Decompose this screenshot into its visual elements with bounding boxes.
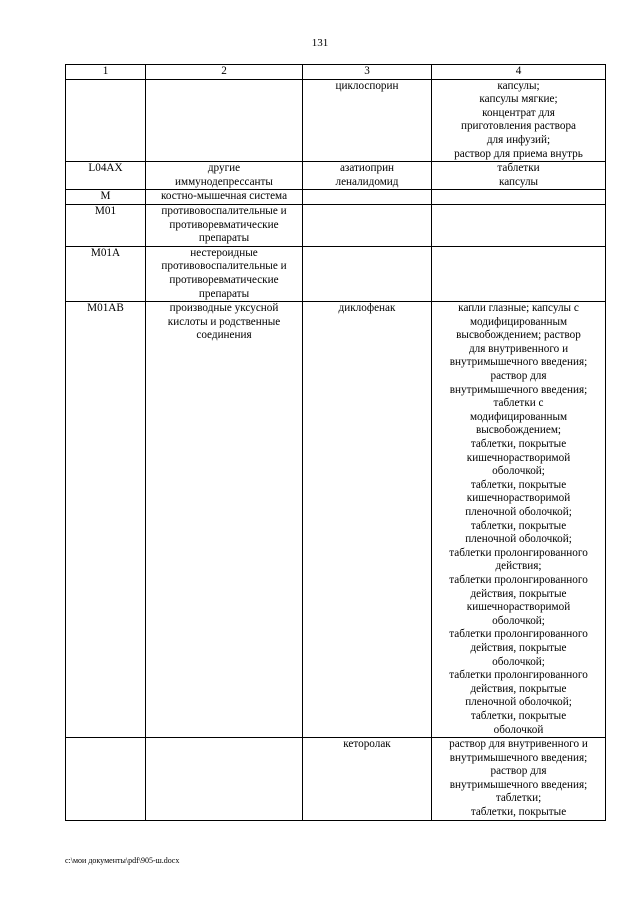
text-line: внутримышечного введения; <box>449 356 588 369</box>
text-line: препараты <box>198 287 250 300</box>
text-line: таблетки пролонгированного <box>449 628 588 641</box>
drug-name-cell <box>303 246 432 301</box>
text-line: капсулы; <box>497 79 540 92</box>
text-line: пленочной оболочкой; <box>465 533 572 546</box>
drug-name-cell <box>303 162 432 190</box>
table-row <box>66 190 606 205</box>
group-name-cell <box>146 204 303 246</box>
drug-name-cell <box>303 302 432 738</box>
group-name-cell <box>146 79 303 162</box>
text-line: раствор для внутривенного и <box>449 738 588 751</box>
text-line: таблетки пролонгированного <box>449 573 588 586</box>
table-header-row <box>66 65 606 80</box>
table-row <box>66 302 606 738</box>
text-line: противоревматические <box>169 218 279 231</box>
text-line: капсулы <box>498 175 539 188</box>
text-line: таблетки; <box>495 792 542 805</box>
dosage-forms-cell <box>432 302 606 738</box>
atc-code-cell: M <box>66 190 146 205</box>
text-line: нестероидные <box>190 246 258 259</box>
text-line: таблетки пролонгированного <box>449 546 588 559</box>
text-line: оболочкой <box>493 723 544 736</box>
text-line: кишечнорастворимой <box>466 492 571 505</box>
text-line: модифицированным <box>469 315 568 328</box>
dosage-forms-cell <box>432 246 606 301</box>
dosage-forms-cell <box>432 204 606 246</box>
text-line: таблетки <box>497 162 540 175</box>
text-line: концентрат для <box>482 106 555 119</box>
text-line: приготовления раствора <box>460 120 577 133</box>
text-line: раствор для приема внутрь <box>454 147 583 160</box>
text-line: азатиоприн <box>339 162 395 175</box>
drug-name-cell <box>303 204 432 246</box>
text-line: для внутривенного и <box>468 342 569 355</box>
table-row <box>66 246 606 301</box>
text-line: оболочкой; <box>492 614 545 627</box>
table-row <box>66 738 606 821</box>
text-line: оболочкой; <box>492 465 545 478</box>
text-line: внутримышечного введения; <box>449 751 588 764</box>
text-line: кишечнорастворимой <box>466 451 571 464</box>
column-header: 1 <box>66 65 146 80</box>
text-line: иммунодепрессанты <box>175 175 273 188</box>
text-line: высвобождением; <box>475 424 562 437</box>
text-line: внутримышечного введения; <box>449 778 588 791</box>
atc-code-cell: L04AX <box>66 162 146 190</box>
text-line: действия; <box>495 560 542 573</box>
text-line: кислоты и родственные <box>167 315 281 328</box>
column-header: 4 <box>432 65 606 80</box>
dosage-forms-cell <box>432 190 606 205</box>
text-line: соединения <box>196 329 252 342</box>
text-line: капсулы мягкие; <box>479 93 558 106</box>
text-line: производные уксусной <box>169 302 279 315</box>
text-line: таблетки пролонгированного <box>449 669 588 682</box>
atc-code-cell: M01AB <box>66 302 146 738</box>
text-line: внутримышечного введения; <box>449 383 588 396</box>
drug-name-cell <box>303 738 432 821</box>
text-line: раствор для <box>490 370 547 383</box>
text-line: высвобождением; раствор <box>456 329 581 342</box>
group-name-cell <box>146 246 303 301</box>
text-line: оболочкой; <box>492 655 545 668</box>
text-line: противовоспалительные и <box>161 260 287 273</box>
text-line: таблетки, покрытые <box>470 806 567 819</box>
text-line: для инфузий; <box>486 133 551 146</box>
group-name-cell <box>146 302 303 738</box>
text-line: таблетки, покрытые <box>470 709 567 722</box>
text-line: действия, покрытые <box>470 587 567 600</box>
text-line: костно-мышечная система <box>160 190 288 203</box>
text-line: таблетки с <box>493 397 544 410</box>
drug-name-cell <box>303 190 432 205</box>
text-line: таблетки, покрытые <box>470 478 567 491</box>
table-body <box>66 79 606 820</box>
footer-file-path: c:\мои документы\pdf\905-ш.docx <box>65 856 180 865</box>
atc-code-cell: M01 <box>66 204 146 246</box>
text-line: кишечнорастворимой <box>466 601 571 614</box>
text-line: кеторолак <box>343 738 391 751</box>
atc-code-cell: M01A <box>66 246 146 301</box>
group-name-cell <box>146 190 303 205</box>
text-line: действия, покрытые <box>470 682 567 695</box>
drug-name-cell <box>303 79 432 162</box>
dosage-forms-cell <box>432 162 606 190</box>
text-line: леналидомид <box>335 175 399 188</box>
text-line: модифицированным <box>469 410 568 423</box>
text-line: раствор для <box>490 765 547 778</box>
drug-table <box>65 64 606 821</box>
page-number: 131 <box>311 37 329 49</box>
text-line: пленочной оболочкой; <box>465 506 572 518</box>
table-row <box>66 204 606 246</box>
text-line: диклофенак <box>338 302 396 315</box>
atc-code-cell <box>66 738 146 821</box>
text-line: противовоспалительные и <box>161 204 287 217</box>
text-line: препараты <box>198 232 250 245</box>
text-line: таблетки, покрытые <box>470 519 567 532</box>
column-header: 3 <box>303 65 432 80</box>
group-name-cell <box>146 162 303 190</box>
text-line: противоревматические <box>169 273 279 286</box>
table-row <box>66 79 606 162</box>
text-line: капли глазные; капсулы с <box>458 302 579 315</box>
text-line: действия, покрытые <box>470 641 567 654</box>
atc-code-cell <box>66 79 146 162</box>
table-row <box>66 162 606 190</box>
text-line: таблетки, покрытые <box>470 438 567 451</box>
column-header: 2 <box>146 65 303 80</box>
text-line: пленочной оболочкой; <box>465 696 572 709</box>
dosage-forms-cell <box>432 79 606 162</box>
text-line: другие <box>207 162 241 175</box>
group-name-cell <box>146 738 303 821</box>
text-line: циклоспорин <box>335 79 399 92</box>
dosage-forms-cell <box>432 738 606 821</box>
